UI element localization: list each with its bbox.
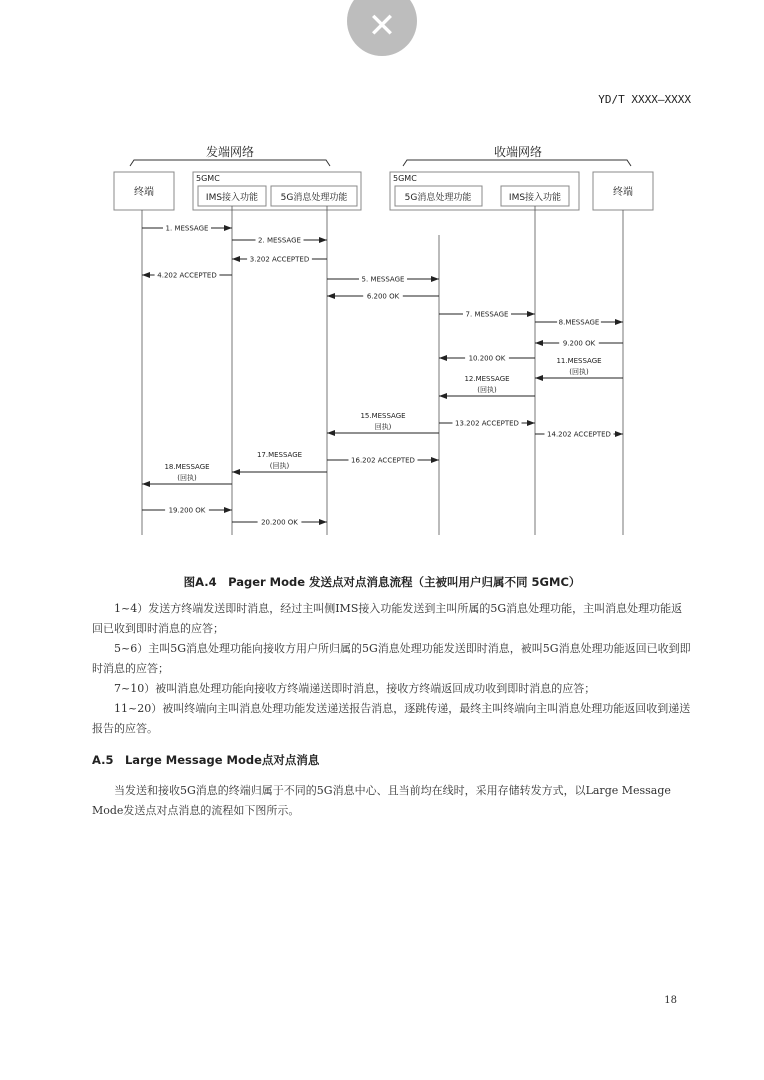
message-label-9: 9.200 OK xyxy=(562,339,596,348)
message-sublabel-15: 回执) xyxy=(374,423,392,431)
document-code: YD/T XXXX—XXXX xyxy=(598,93,691,106)
close-icon: ✕ xyxy=(367,6,397,46)
paragraph-step-11-20: 11~20）被叫终端向主叫消息处理功能发送递送报告消息，逐跳传递，最终主叫终端向主叫消息处理功能返回收到递送报告的应答。 xyxy=(92,702,691,735)
sender-network-brace xyxy=(130,160,330,166)
message-sublabel-18: (回执) xyxy=(177,474,197,482)
message-label-3: 3.202 ACCEPTED xyxy=(249,255,310,264)
section-heading: A.5 Large Message Mode点对点消息 xyxy=(92,753,320,767)
receiver-network-label: 收端网络 xyxy=(493,145,543,159)
explanation-text xyxy=(92,599,692,739)
left-5gmc-label: 5GMC xyxy=(196,174,220,183)
sender-network-label: 发端网络 xyxy=(205,145,255,159)
section-paragraph: 当发送和接收5G消息的终端归属于不同的5G消息中心、且当前均在线时，采用存储转发方式，以Large Message Mode发送点对点消息的流程如下图所示。 xyxy=(92,784,671,817)
right-terminal-label: 终端 xyxy=(613,187,633,198)
message-label-10: 10.200 OK xyxy=(468,354,506,363)
message-label-11: 11.MESSAGE xyxy=(556,357,602,365)
section-body xyxy=(92,781,692,821)
message-label-18: 18.MESSAGE xyxy=(164,463,210,471)
message-sublabel-17: (回执) xyxy=(269,462,290,470)
message-label-4: 4.202 ACCEPTED xyxy=(157,271,217,280)
left-ims-label: IMS接入功能 xyxy=(205,193,259,203)
message-label-13: 13.202 ACCEPTED xyxy=(455,419,519,428)
message-label-1: 1. MESSAGE xyxy=(165,224,209,233)
right-5g-label: 5G消息处理功能 xyxy=(404,193,472,203)
message-arrows xyxy=(142,223,623,527)
message-label-17: 17.MESSAGE xyxy=(256,451,303,459)
receiver-network-brace xyxy=(403,160,631,166)
message-label-19: 19.200 OK xyxy=(168,506,206,515)
right-ims-label: IMS接入功能 xyxy=(508,193,562,203)
left-5g-label: 5G消息处理功能 xyxy=(280,193,348,203)
message-sublabel-11: (回执) xyxy=(569,368,589,376)
left-terminal-label: 终端 xyxy=(134,187,154,198)
paragraph-step-5-6: 5~6）主叫5G消息处理功能向接收方用户所归属的5G消息处理功能发送即时消息，被叫5G消息处理功能返回已收到即时消息的应答； xyxy=(92,642,691,675)
paragraph-step-7-10: 7~10）被叫消息处理功能向接收方终端递送即时消息，接收方终端返回成功收到即时消息的应答； xyxy=(114,682,596,695)
message-label-16: 16.202 ACCEPTED xyxy=(351,456,415,465)
page-number: 18 xyxy=(664,995,677,1006)
message-sublabel-12: (回执) xyxy=(477,386,497,394)
paragraph-step-1-4: 1~4）发送方终端发送即时消息，经过主叫侧IMS接入功能发送到主叫所属的5G消息处理功能，主叫消息处理功能返回已收到即时消息的应答； xyxy=(92,602,683,635)
message-label-2: 2. MESSAGE xyxy=(258,236,301,245)
figure-caption: 图A.4 Pager Mode 发送点对点消息流程（主被叫用户归属不同 5GMC） xyxy=(183,575,581,589)
message-label-12: 12.MESSAGE xyxy=(464,375,510,383)
message-label-20: 20.200 OK xyxy=(261,518,298,527)
message-label-5: 5. MESSAGE xyxy=(361,275,405,284)
message-label-6: 6.200 OK xyxy=(366,292,400,301)
message-label-15: 15.MESSAGE xyxy=(360,412,406,420)
message-label-14: 14.202 ACCEPTED xyxy=(547,430,611,439)
message-label-7: 7. MESSAGE xyxy=(465,310,509,319)
right-5gmc-label: 5GMC xyxy=(393,174,417,183)
message-label-8: 8.MESSAGE xyxy=(558,318,600,327)
